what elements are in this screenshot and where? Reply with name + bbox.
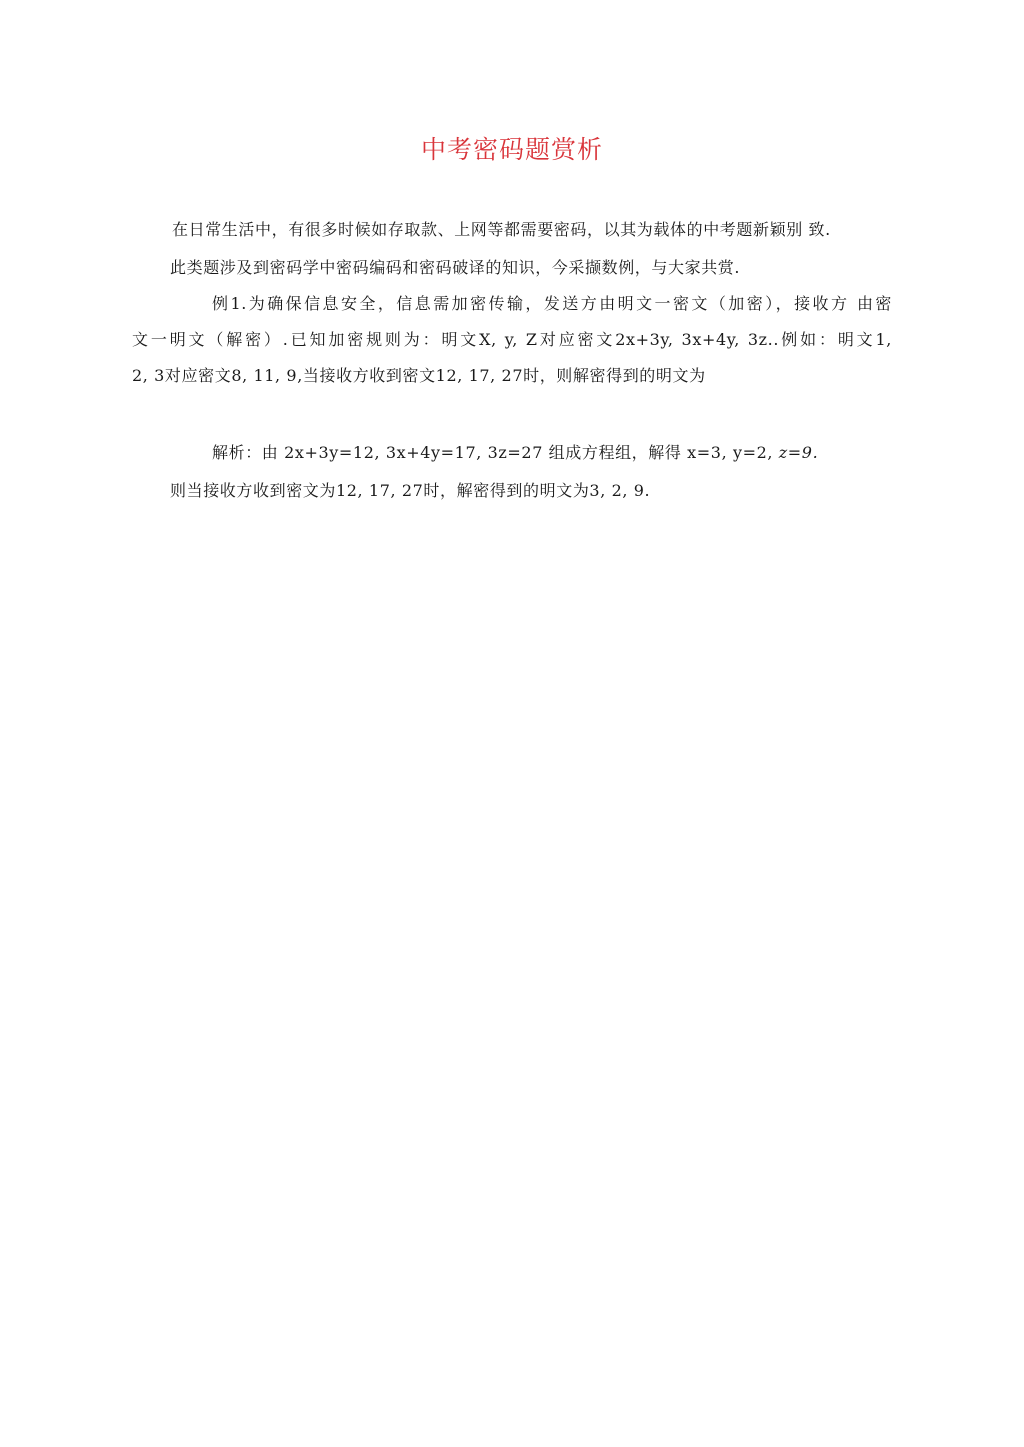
intro-line-1: 在日常生活中，有很多时候如存取款、上网等都需要密码，以其为载体的中考题新颖别 致. xyxy=(172,220,831,239)
example1-line-2: 文一明文（解密）.已知加密规则为：明文X, y, Z对应密文2x+3y, 3x+4y, 3z..例如：明文1, xyxy=(132,330,892,349)
document-title: 中考密码题赏析 xyxy=(420,135,603,164)
intro-line-2: 此类题涉及到密码学中密码编码和密码破译的知识，今采撷数例，与大家共赏. xyxy=(170,258,741,277)
solution-line-2: 则当接收方收到密文为12, 17, 27时，解密得到的明文为3, 2, 9. xyxy=(170,481,651,500)
example1-line-3: 2, 3对应密文8, 11, 9,当接收方收到密文12, 17, 27时，则解密得到的明文为 xyxy=(132,366,706,385)
solution-line-1-italic: z=9. xyxy=(778,443,819,462)
example1-line-1: 例1.为确保信息安全，信息需加密传输，发送方由明文一密文（加密），接收方 由密 xyxy=(212,294,892,313)
solution-line-1 xyxy=(212,442,818,464)
solution-line-1-text: 解析：由 2x+3y=12, 3x+4y=17, 3z=27 组成方程组，解得 x=3, y=2, xyxy=(212,443,779,462)
